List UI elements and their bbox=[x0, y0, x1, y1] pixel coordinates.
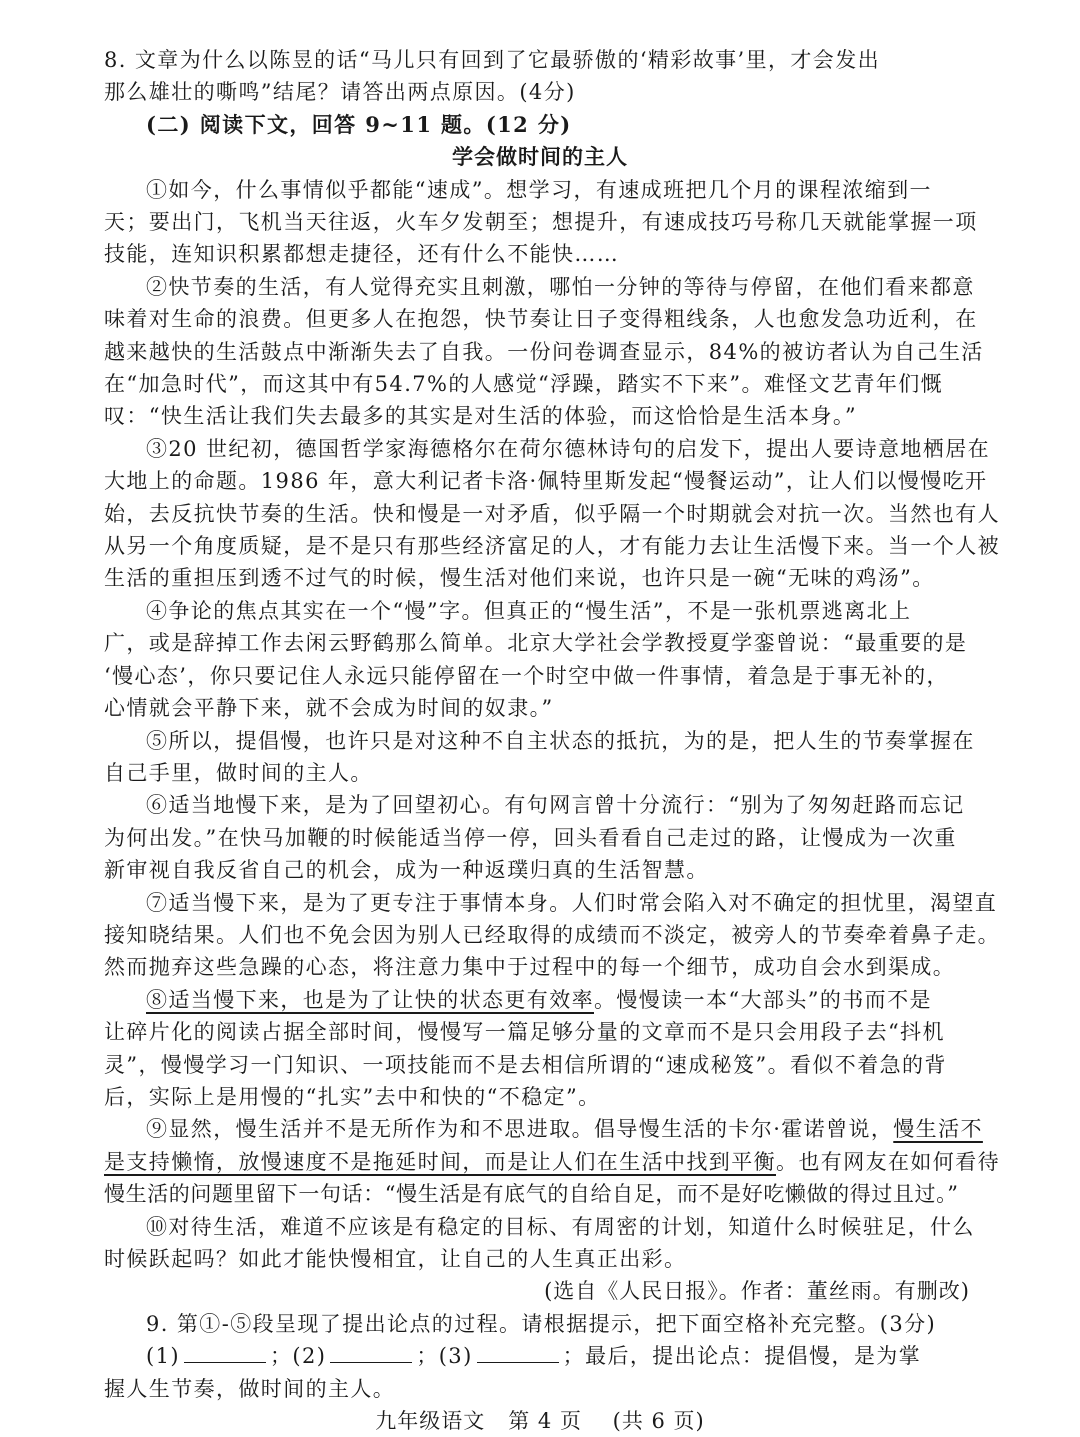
section-2-heading: (二) 阅读下文，回答 9~11 题。(12 分) bbox=[146, 111, 572, 137]
question-9-line-3: 握人生节奏，做时间的主人。 bbox=[104, 1376, 396, 1401]
para-7-line: 接知晓结果。人们也不免会因为别人已经取得的成绩而不淡定，被旁人的节奏牵着鼻子走。 bbox=[104, 922, 1000, 947]
answer-blank-2[interactable] bbox=[330, 1340, 412, 1363]
blank-label-3: ；(3) bbox=[416, 1344, 473, 1369]
para-4-line: 心情就会平静下来，就不会成为时间的奴隶。” bbox=[104, 696, 554, 721]
para-10-line: 时候跃起吗？如此才能快慢相宜，让自己的人生真正出彩。 bbox=[104, 1246, 687, 1271]
para-2-line: ②快节奏的生活，有人觉得充实且刺激，哪怕一分钟的等待与停留，在他们看来都意 bbox=[146, 274, 975, 299]
para-9-text: 。也有网友在如何看待 bbox=[776, 1149, 1000, 1174]
page-footer: 九年级语文 第 4 页 (共 6 页) bbox=[375, 1409, 705, 1433]
underlined-sentence: 慢生活不 bbox=[893, 1117, 983, 1142]
question-9-line-2 bbox=[146, 1340, 921, 1372]
para-9-line bbox=[104, 1146, 1000, 1178]
question-8-line-1: 8. 文章为什么以陈昱的话“马儿只有回到了它最骄傲的‘精彩故事’里，才会发出 bbox=[104, 48, 880, 72]
para-10-line: ⑩对待生活，难道不应该是有稳定的目标、有周密的计划，知道什么时候驻足，什么 bbox=[146, 1214, 975, 1239]
para-9-line bbox=[146, 1113, 983, 1145]
para-3-line: 从另一个角度质疑，是不是只有那些经济富足的人，才有能力去让生活慢下来。当一个人被 bbox=[104, 534, 1000, 559]
para-6-line: ⑥适当地慢下来，是为了回望初心。有句网言曾十分流行：“别为了匆匆赶路而忘记 bbox=[146, 793, 965, 818]
para-4-line: 广，或是辞掉工作去闲云野鹤那么简单。北京大学社会学教授夏学銮曾说：“最重要的是 bbox=[104, 631, 968, 656]
underlined-sentence: ⑧适当慢下来，也是为了让快的状态更有效率 bbox=[146, 987, 594, 1012]
question-8-line-2: 那么雄壮的嘶鸣”结尾？请答出两点原因。(4分) bbox=[104, 80, 576, 105]
para-5-line: ⑤所以，提倡慢，也许只是对这种不自主状态的抵抗，为的是，把人生的节奏掌握在 bbox=[146, 728, 975, 753]
article-title: 学会做时间的主人 bbox=[452, 144, 628, 170]
para-8-line: 让碎片化的阅读占据全部时间，慢慢写一篇足够分量的文章而不是只会用段子去“抖机 bbox=[104, 1020, 945, 1045]
para-7-line: ⑦适当慢下来，是为了更专注于事情本身。人们时常会陷入对不确定的担忧里，渴望直 bbox=[146, 890, 998, 915]
para-2-line: 味着对生命的浪费。但更多人在抱怨，快节奏让日子变得粗线条，人也愈发急功近利，在 bbox=[104, 307, 978, 332]
underlined-sentence: 是支持懒惰，放慢速度不是拖延时间，而是让人们在生活中找到平衡 bbox=[104, 1149, 776, 1174]
para-1-line: 天；要出门，飞机当天往返，火车夕发朝至；想提升，有速成技巧号称几天就能掌握一项 bbox=[104, 210, 978, 235]
para-3-line: 始，去反抗快节奏的生活。快和慢是一对矛盾，似乎隔一个时期就会对抗一次。当然也有人 bbox=[104, 501, 1000, 526]
para-8-line bbox=[146, 984, 932, 1016]
blank-label-2: ；(2) bbox=[269, 1344, 327, 1369]
para-1-line: 技能，连知识积累都想走捷径，还有什么不能快…… bbox=[104, 242, 620, 267]
para-8-line: 灵”，慢慢学习一门知识、一项技能而不是去相信所谓的“速成秘笈”。看似不着急的背 bbox=[104, 1052, 947, 1077]
answer-blank-1[interactable] bbox=[184, 1340, 266, 1363]
para-8-text: 。慢慢读一本“大部头”的书而不是 bbox=[594, 987, 932, 1012]
para-1-line: ①如今，什么事情似乎都能“速成”。想学习，有速成班把几个月的课程浓缩到一 bbox=[146, 177, 932, 202]
para-6-line: 新审视自我反省自己的机会，成为一种返璞归真的生活智慧。 bbox=[104, 858, 709, 883]
blank-label-1: (1) bbox=[146, 1344, 180, 1369]
para-8-line: 后，实际上是用慢的“扎实”去中和快的“不稳定”。 bbox=[104, 1084, 601, 1109]
source-citation: (选自《人民日报》。作者：董丝雨。有删改) bbox=[544, 1279, 970, 1304]
para-9-text: ⑨显然，慢生活并不是无所作为和不思进取。倡导慢生活的卡尔·霍诺曾说， bbox=[146, 1117, 894, 1142]
para-7-line: 然而抛弃这些急躁的心态，将注意力集中于过程中的每一个细节，成功自会水到渠成。 bbox=[104, 955, 956, 980]
para-3-line: ③20 世纪初，德国哲学家海德格尔在荷尔德林诗句的启发下，提出人要诗意地栖居在 bbox=[146, 436, 990, 461]
para-6-line: 为何出发。”在快马加鞭的时候能适当停一停，回头看看自己走过的路，让慢成为一次重 bbox=[104, 825, 957, 850]
para-3-line: 生活的重担压到透不过气的时候，慢生活对他们来说，也许只是一碗“无味的鸡汤”。 bbox=[104, 566, 935, 591]
para-4-line: ④争论的焦点其实在一个“慢”字。但真正的“慢生活”，不是一张机票逃离北上 bbox=[146, 598, 912, 623]
para-3-line: 大地上的命题。1986 年，意大利记者卡洛·佩特里斯发起“慢餐运动”，让人们以慢慢吃开 bbox=[104, 469, 988, 494]
para-2-line: 越来越快的生活鼓点中渐渐失去了自我。一份问卷调查显示，84%的被访者认为自己生活 bbox=[104, 339, 984, 364]
para-4-line: ‘慢心态’，你只要记住人永远只能停留在一个时空中做一件事情，着急是于事无补的， bbox=[104, 663, 949, 688]
para-9-line: 慢生活的问题里留下一句话：“慢生活是有底气的自给自足，而不是好吃懒做的得过且过。” bbox=[104, 1182, 959, 1207]
question-9-tail: ；最后，提出论点：提倡慢，是为掌 bbox=[562, 1344, 922, 1369]
question-9-line-1: 9. 第①-⑤段呈现了提出论点的过程。请根据提示，把下面空格补充完整。(3分) bbox=[146, 1311, 937, 1336]
para-2-line: 叹：“快生活让我们失去最多的其实是对生活的体验，而这恰恰是生活本身。” bbox=[104, 404, 857, 429]
answer-blank-3[interactable] bbox=[477, 1340, 559, 1363]
para-5-line: 自己手里，做时间的主人。 bbox=[104, 760, 373, 785]
para-2-line: 在“加急时代”，而这其中有54.7%的人感觉“浮躁，踏实不下来”。难怪文艺青年们慨 bbox=[104, 372, 944, 397]
